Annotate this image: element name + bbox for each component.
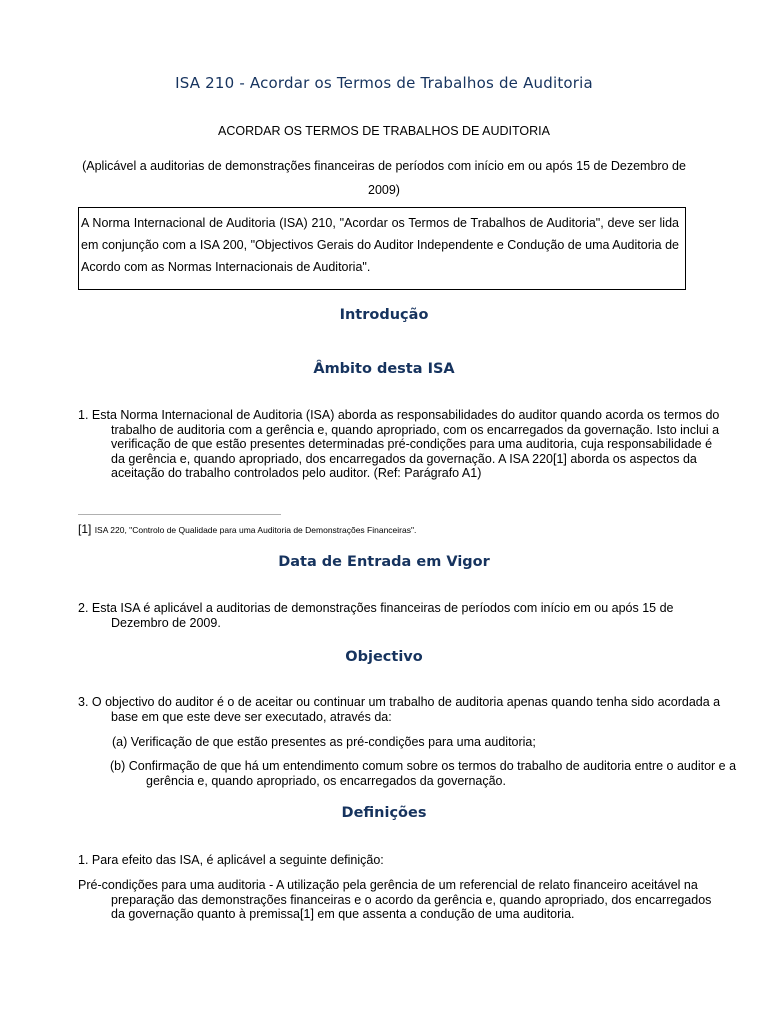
paragraph-3a: (a) Verificação de que estão presentes as pré-condições para uma auditoria; bbox=[112, 735, 536, 749]
paragraph-3b: (b) Confirmação de que há um entendimento comum sobre os termos do trabalho de auditoria entre o auditor e a gerência e, quando apropriado, os encarregados da governação. bbox=[110, 759, 737, 788]
section-heading-ambito: Âmbito desta ISA bbox=[313, 361, 455, 377]
applicability-note: (Aplicável a auditorias de demonstrações financeiras de períodos com início em ou após 15 de Dezembro de 2009) bbox=[82, 159, 686, 197]
footnote bbox=[78, 522, 698, 536]
paragraph-3: 3. O objectivo do auditor é o de aceitar ou continuar um trabalho de auditoria apenas quando tenha sido acordada a base em que este deve ser executado, através da: bbox=[78, 695, 721, 724]
footnote-marker[interactable]: [1] bbox=[78, 522, 92, 536]
section-heading-definicoes: Definições bbox=[341, 805, 427, 821]
section-heading-data-vigor: Data de Entrada em Vigor bbox=[278, 554, 490, 570]
document-subtitle: ACORDAR OS TERMOS DE TRABALHOS DE AUDITORIA bbox=[217, 124, 550, 138]
paragraph-2: 2. Esta ISA é aplicável a auditorias de demonstrações financeiras de períodos com início em ou após 15 de Dezembro de 2009. bbox=[78, 601, 674, 630]
section-heading-objectivo: Objectivo bbox=[345, 649, 423, 665]
footnote-text: ISA 220, "Controlo de Qualidade para uma Auditoria de Demonstrações Financeiras". bbox=[94, 525, 417, 535]
definition-preconditions: Pré-condições para uma auditoria - A utilização pela gerência de um referencial de relato financeiro aceitável na preparação das demonstrações financeiras e o acordo da gerência e, quando apropriado, dos encarregados da governação quanto à premissa[1] em que assenta a condução de uma auditoria. bbox=[78, 878, 712, 922]
page-title: ISA 210 - Acordar os Termos de Trabalhos de Auditoria bbox=[175, 74, 593, 92]
definition-intro: 1. Para efeito das ISA, é aplicável a seguinte definição: bbox=[78, 853, 384, 867]
paragraph-1: 1. Esta Norma Internacional de Auditoria (ISA) aborda as responsabilidades do auditor quando acorda os termos do trabalho de auditoria com a gerência e, quando apropriado, com os encarregados da governação. Isto inclui a verificação de que estão presentes determinadas pré-condições para uma auditoria, cuja responsabilidade é da gerência e, quando apropriado, dos encarregados da governação. A ISA 220[1] aborda os aspectos da aceitação do trabalho controlados pelo auditor. (Ref: Parágrafo A1) bbox=[78, 408, 720, 481]
boxed-note: A Norma Internacional de Auditoria (ISA) 210, "Acordar os Termos de Trabalhos de Auditoria", deve ser lida em conjunção com a ISA 200, "Objectivos Gerais do Auditor Independente e Condução de uma Auditoria de Acordo com as Normas Internacionais de Auditoria". bbox=[78, 207, 686, 290]
footnote-divider bbox=[78, 514, 281, 515]
section-heading-introducao: Introdução bbox=[339, 307, 429, 323]
